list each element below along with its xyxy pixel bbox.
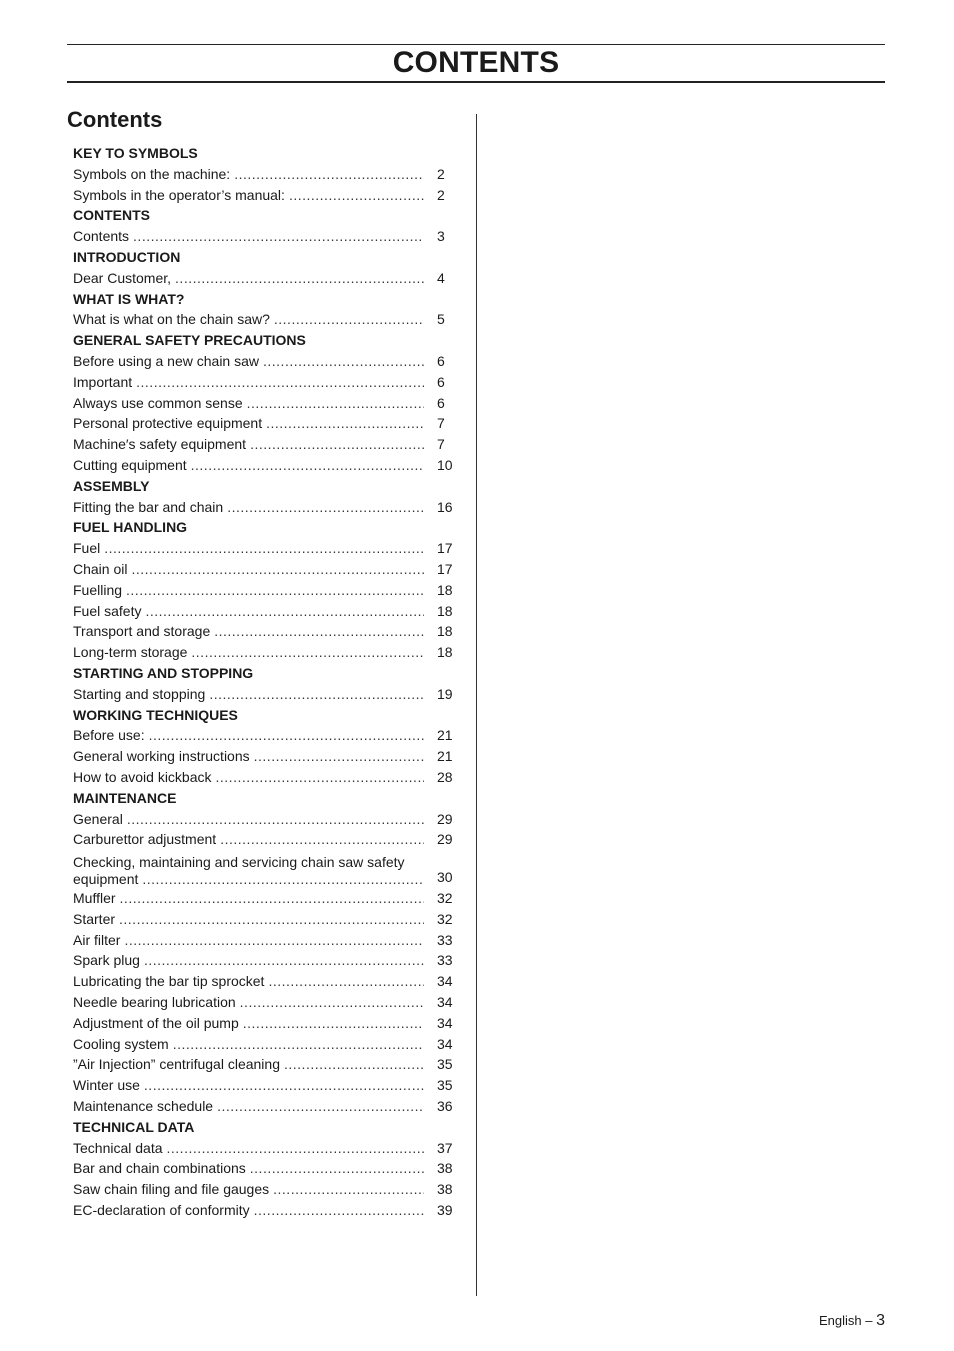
toc-entry-title: Fuelling (73, 581, 123, 598)
toc-entry (73, 809, 458, 830)
toc-entry (73, 538, 458, 559)
dot-leader (254, 1200, 424, 1221)
toc-page-number: 33 (437, 952, 453, 969)
toc-page-number: 38 (437, 1181, 453, 1198)
toc-entry (73, 1138, 458, 1159)
toc-page-number: 10 (437, 456, 453, 473)
dot-leader (254, 746, 424, 767)
toc-entry (73, 1034, 458, 1055)
toc-page-number: 16 (437, 498, 453, 515)
toc-page-number: 37 (437, 1139, 453, 1156)
toc-entry (73, 434, 458, 455)
toc-entry (73, 164, 458, 185)
toc-entry-title: Personal protective equipment (73, 415, 263, 432)
toc-entry-title: Long-term storage (73, 644, 188, 661)
dot-leader (209, 684, 424, 705)
toc-entry (73, 351, 458, 372)
dot-leader (167, 1138, 424, 1159)
page-heading: CONTENTS (392, 46, 560, 79)
dot-leader (243, 1013, 424, 1034)
dot-leader (127, 809, 424, 830)
toc-page-number: 21 (437, 748, 453, 765)
dot-leader (144, 1075, 424, 1096)
toc-page-number: 29 (437, 831, 453, 848)
dot-leader (284, 1054, 424, 1075)
dot-leader (220, 829, 424, 850)
dot-leader (217, 1096, 424, 1117)
toc-entry (73, 580, 458, 601)
toc-entry-title: Always use common sense (73, 394, 243, 411)
toc-entry (73, 393, 458, 414)
toc-page-number: 2 (437, 186, 445, 203)
toc-section-heading: CONTENTS (73, 207, 150, 224)
toc-page-number: 34 (437, 994, 453, 1011)
dot-leader (227, 497, 424, 518)
toc-page-number: 34 (437, 1035, 453, 1052)
dot-leader (119, 909, 424, 930)
table-of-contents (73, 143, 458, 1221)
toc-entry-title: Starter (73, 910, 116, 927)
toc-page-number: 21 (437, 727, 453, 744)
toc-page-number: 38 (437, 1160, 453, 1177)
toc-entry-title: Machine′s safety equipment (73, 436, 247, 453)
toc-entry (73, 725, 458, 746)
toc-entry (73, 746, 458, 767)
toc-page-number: 36 (437, 1098, 453, 1115)
toc-entry-title: Technical data (73, 1139, 163, 1156)
toc-entry (73, 971, 458, 992)
toc-page-number: 6 (437, 394, 445, 411)
dot-leader (234, 164, 424, 185)
toc-entry-title: What is what on the chain saw? (73, 311, 270, 328)
dot-leader (144, 950, 424, 971)
footer-language: English (818, 1313, 862, 1328)
toc-page-number: 19 (437, 685, 453, 702)
toc-entry (73, 185, 458, 206)
toc-entry-title: Muffler (73, 890, 116, 907)
dot-leader (214, 621, 424, 642)
toc-entry (73, 1075, 458, 1096)
dot-leader (268, 971, 424, 992)
toc-entry-title: Bar and chain combinations (73, 1160, 246, 1177)
dot-leader (173, 1034, 424, 1055)
toc-section-heading: TECHNICAL DATA (73, 1118, 195, 1135)
column-divider (476, 114, 477, 1296)
toc-entry-title: EC-declaration of conformity (73, 1202, 250, 1219)
dot-leader (136, 372, 424, 393)
toc-entry-title: Maintenance schedule (73, 1098, 214, 1115)
toc-page-number: 33 (437, 931, 453, 948)
dot-leader (274, 309, 424, 330)
dot-leader (124, 930, 424, 951)
toc-entry-title: Symbols in the operator’s manual: (73, 186, 285, 203)
toc-page-number: 7 (437, 415, 445, 432)
toc-entry (73, 950, 458, 971)
toc-entry (73, 226, 458, 247)
toc-section-heading: GENERAL SAFETY PRECAUTIONS (73, 332, 306, 349)
toc-entry-title: Cooling system (73, 1035, 169, 1052)
toc-entry-title: Saw chain filing and file gauges (73, 1181, 270, 1198)
toc-entry-title: Fuel safety (73, 602, 142, 619)
toc-entry (73, 930, 458, 951)
toc-entry (73, 268, 458, 289)
toc-page-number: 6 (437, 373, 445, 390)
dot-leader (131, 559, 424, 580)
dot-leader (240, 992, 424, 1013)
toc-entry-title: Spark plug (73, 952, 140, 969)
dot-leader (250, 434, 424, 455)
toc-page-number: 18 (437, 623, 453, 640)
toc-page-number: 3 (437, 228, 445, 245)
dot-leader (273, 1179, 424, 1200)
toc-entry (73, 413, 458, 434)
toc-entry-title-continued: equipment (73, 871, 139, 888)
toc-page-number: 32 (437, 910, 453, 927)
toc-entry-title: Symbols on the machine: (73, 165, 231, 182)
toc-entry (73, 888, 458, 909)
toc-entry-title: Transport and storage (73, 623, 211, 640)
toc-section-heading: MAINTENANCE (73, 789, 177, 806)
toc-entry (73, 455, 458, 476)
dot-leader (263, 351, 424, 372)
toc-entry (73, 1096, 458, 1117)
toc-entry-title: Contents (73, 228, 130, 245)
dot-leader (250, 1158, 424, 1179)
toc-entry (73, 1054, 458, 1075)
toc-entry-title: Adjustment of the oil pump (73, 1014, 239, 1031)
toc-entry-title: Cutting equipment (73, 456, 187, 473)
section-title: Contents (67, 107, 163, 132)
toc-page-number: 2 (437, 165, 445, 182)
dot-leader (175, 268, 424, 289)
toc-entry-title: Fuel (73, 540, 101, 557)
footer-separator: – (865, 1313, 873, 1328)
dot-leader (247, 393, 424, 414)
toc-page-number: 34 (437, 1014, 453, 1031)
dot-leader (145, 601, 424, 622)
toc-page-number: 39 (437, 1202, 453, 1219)
dot-leader (149, 725, 424, 746)
toc-page-number: 7 (437, 436, 445, 453)
toc-page-number: 4 (437, 269, 445, 286)
toc-entry-title: Carburettor adjustment (73, 831, 217, 848)
toc-section-heading: WORKING TECHNIQUES (73, 706, 238, 723)
toc-entry (73, 497, 458, 518)
toc-entry-title: Starting and stopping (73, 685, 206, 702)
toc-page-number: 34 (437, 973, 453, 990)
toc-entry (73, 642, 458, 663)
toc-section-heading: KEY TO SYMBOLS (73, 145, 198, 161)
toc-page-number: 28 (437, 768, 453, 785)
toc-entry (73, 767, 458, 788)
toc-section-heading: FUEL HANDLING (73, 519, 188, 536)
toc-entry (73, 1200, 458, 1221)
footer-page-number: 3 (876, 1312, 885, 1329)
header-bottom-rule (67, 81, 885, 83)
toc-section-heading: ASSEMBLY (73, 477, 150, 494)
toc-page-number: 5 (437, 311, 445, 328)
toc-entry (73, 992, 458, 1013)
toc-entry-title: Before using a new chain saw (73, 352, 259, 369)
toc-entry-title: Air filter (73, 931, 121, 948)
toc-entry-title: Before use: (73, 727, 145, 744)
toc-page-number: 6 (437, 352, 445, 369)
toc-page-number: 17 (437, 540, 453, 557)
toc-entry-title: How to avoid kickback (73, 768, 212, 785)
toc-entry (73, 309, 458, 330)
toc-page-number: 32 (437, 890, 453, 907)
toc-entry-title: General (73, 810, 123, 827)
dot-leader (126, 580, 424, 601)
dot-leader (133, 226, 424, 247)
toc-entry (73, 1158, 458, 1179)
dot-leader (266, 413, 424, 434)
dot-leader (104, 538, 424, 559)
toc-entry (73, 850, 458, 888)
toc-entry-title: ”Air Injection” centrifugal cleaning (73, 1056, 280, 1073)
dot-leader (142, 871, 424, 888)
toc-section-heading: STARTING AND STOPPING (73, 664, 254, 681)
dot-leader (289, 185, 424, 206)
dot-leader (216, 767, 424, 788)
toc-page-number: 18 (437, 602, 453, 619)
toc-entry (73, 621, 458, 642)
toc-page-number: 18 (437, 581, 453, 598)
dot-leader (191, 455, 424, 476)
toc-page-number: 35 (437, 1077, 453, 1094)
toc-entry-title: Dear Customer, (73, 269, 172, 286)
toc-entry-title: Lubricating the bar tip sprocket (73, 973, 265, 990)
toc-page-number: 18 (437, 644, 453, 661)
page-footer (819, 1311, 885, 1331)
toc-section-heading: INTRODUCTION (73, 248, 181, 265)
toc-entry (73, 684, 458, 705)
toc-entry (73, 1179, 458, 1200)
toc-entry-title: Fitting the bar and chain (73, 498, 224, 515)
toc-entry (73, 559, 458, 580)
toc-entry (73, 601, 458, 622)
dot-leader (191, 642, 424, 663)
toc-entry (73, 909, 458, 930)
toc-entry-title: Checking, maintaining and servicing chain saw safety (73, 854, 405, 871)
toc-page-number: 30 (437, 869, 453, 886)
toc-entry-title: Needle bearing lubrication (73, 994, 236, 1011)
toc-page-number: 35 (437, 1056, 453, 1073)
toc-entry-title: Chain oil (73, 560, 128, 577)
toc-entry-title: Winter use (73, 1077, 140, 1094)
toc-entry (73, 829, 458, 850)
toc-page-number: 17 (437, 560, 453, 577)
toc-entry-title: General working instructions (73, 748, 250, 765)
toc-page-number: 29 (437, 810, 453, 827)
toc-entry-title: Important (73, 373, 133, 390)
toc-entry (73, 372, 458, 393)
toc-entry (73, 1013, 458, 1034)
dot-leader (120, 888, 424, 909)
toc-section-heading: WHAT IS WHAT? (73, 290, 185, 307)
